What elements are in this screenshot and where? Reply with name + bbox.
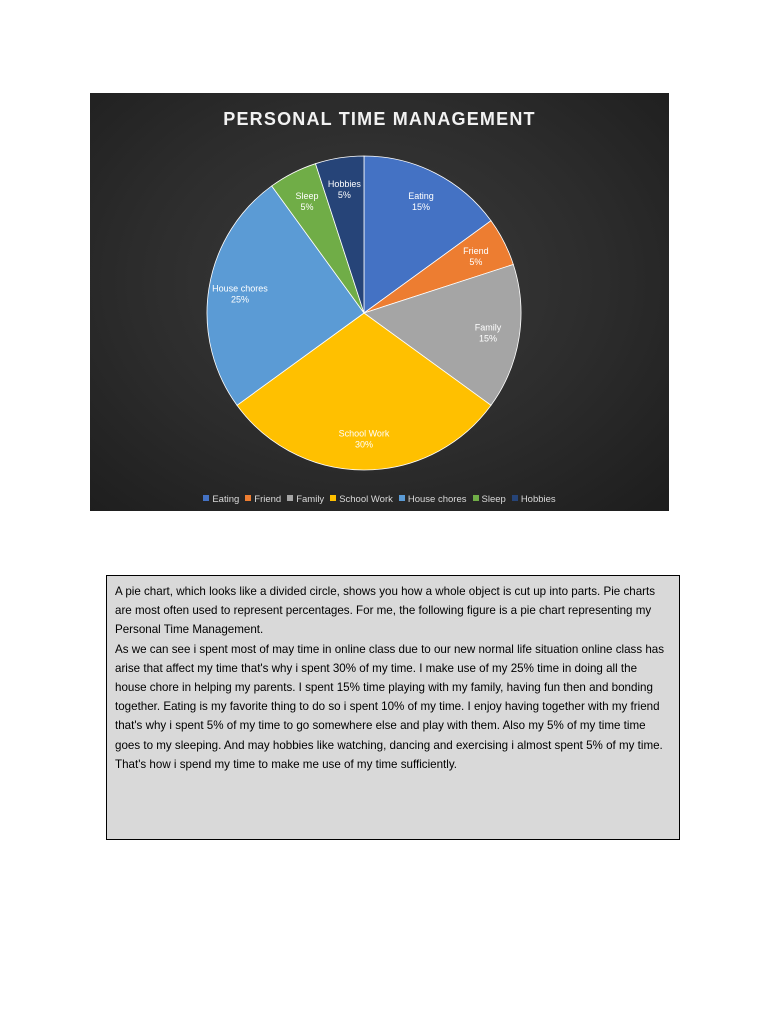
description-paragraph-1: A pie chart, which looks like a divided circle, shows you how a whole object is cut up into parts. Pie charts are most often used to represent percentages. For me, the following figure is a pie chart representing my Personal Time Management. xyxy=(115,585,656,637)
pie-chart xyxy=(90,93,669,511)
legend-label: Eating xyxy=(212,494,240,505)
legend-swatch xyxy=(512,495,518,501)
legend-swatch xyxy=(203,495,209,501)
legend-label: Hobbies xyxy=(520,494,556,505)
legend-label: Family xyxy=(296,494,325,505)
slice-percent-label: 5% xyxy=(300,202,314,213)
legend-label: House chores xyxy=(407,494,467,505)
slice-percent-label: 15% xyxy=(412,202,431,213)
slice-category-label: Eating xyxy=(408,191,434,202)
legend-item-school-work xyxy=(330,494,393,505)
legend-item-house-chores xyxy=(399,494,467,505)
legend-label: Friend xyxy=(254,494,282,505)
slice-percent-label: 5% xyxy=(337,189,351,200)
legend-swatch xyxy=(245,495,251,501)
legend-swatch xyxy=(287,495,293,501)
description-paragraph-2: As we can see i spent most of may time in online class due to our new normal life situation online class has arise that affect my time that's why i spent 30% of my time. I make use of my 25% time in doing all the house chore in helping my parents. I spent 15% time playing with my family, having fun then and bonding together. Eating is my favorite thing to do so i spent 10% of my time. I enjoy having together with my friend that's why i spent 5% of my time to go somewhere else and play with them. Also my 5% of my time time goes to my sleeping. And may hobbies like watching, dancing and exercising i almost spent 5% of my time. That's how i spend my time to make me use of my time sufficiently. xyxy=(115,642,665,771)
legend-item-eating xyxy=(203,494,239,505)
legend-label: School Work xyxy=(339,494,393,505)
slice-percent-label: 30% xyxy=(354,439,374,450)
chart-title: PERSONAL TIME MANAGEMENT xyxy=(223,109,536,129)
slice-category-label: Sleep xyxy=(295,191,319,202)
legend-item-friend xyxy=(245,494,281,505)
slice-label-eating xyxy=(408,191,434,212)
chart-legend xyxy=(90,494,669,505)
legend-label: Sleep xyxy=(481,494,506,505)
slice-percent-label: 5% xyxy=(469,256,483,267)
slice-category-label: House chores xyxy=(212,283,268,294)
legend-item-hobbies xyxy=(512,494,556,505)
legend-swatch xyxy=(399,495,405,501)
slice-category-label: School Work xyxy=(338,428,390,439)
pie-chart-svg xyxy=(90,93,669,511)
legend-swatch xyxy=(330,495,336,501)
description-text-box xyxy=(106,575,680,840)
slice-percent-label: 15% xyxy=(479,333,498,344)
legend-swatch xyxy=(473,495,479,501)
slice-category-label: Family xyxy=(474,322,502,333)
slice-category-label: Friend xyxy=(463,245,489,256)
slice-category-label: Hobbies xyxy=(327,178,361,189)
slice-percent-label: 25% xyxy=(230,294,249,305)
legend-item-sleep xyxy=(473,494,506,505)
legend-item-family xyxy=(287,494,324,505)
